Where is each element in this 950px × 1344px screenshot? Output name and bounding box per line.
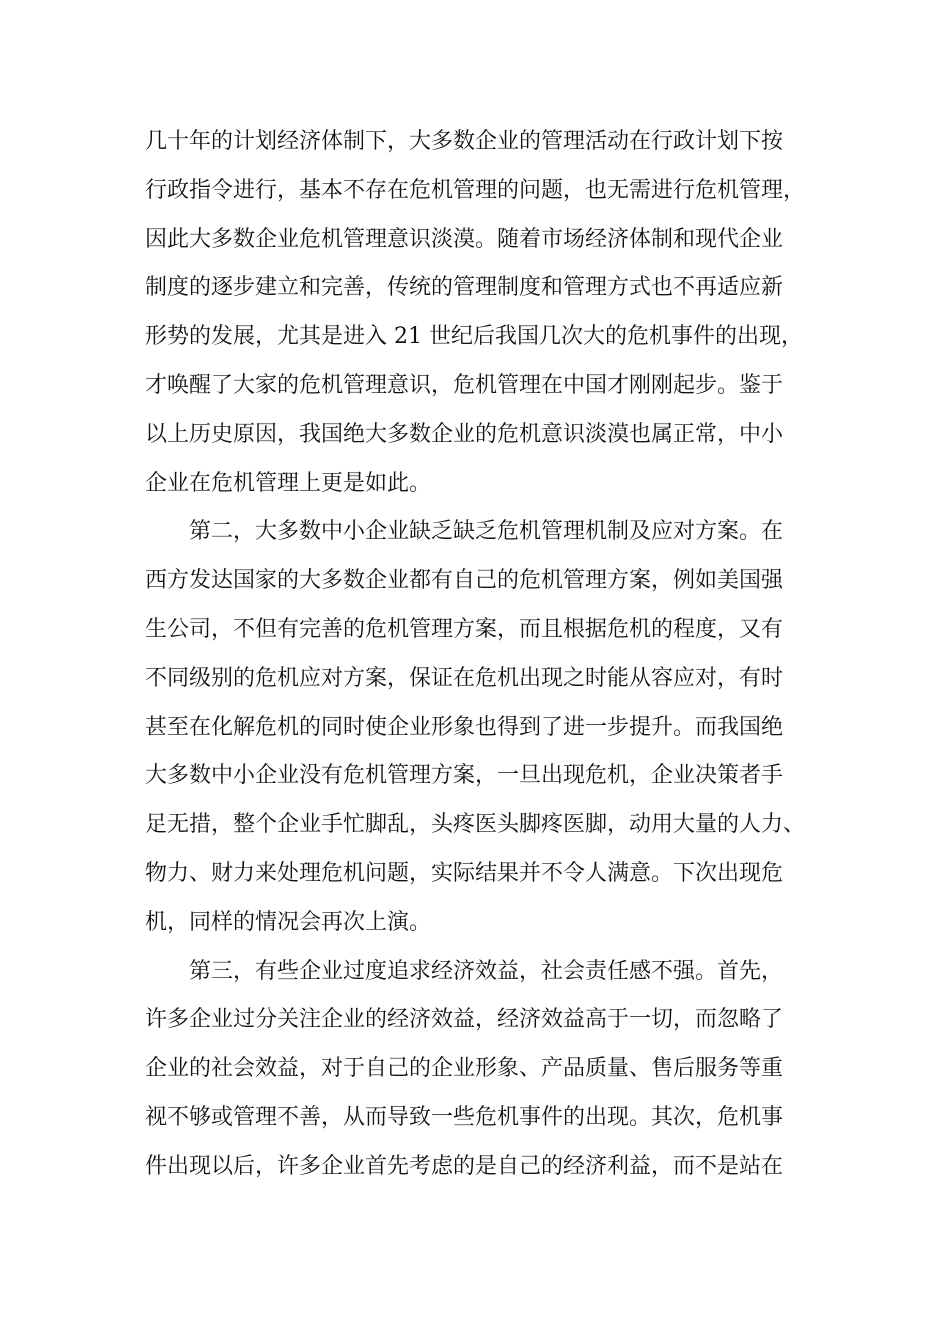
text-line: 许多企业过分关注企业的经济效益，经济效益高于一切，而忽略了 [145,1007,784,1033]
body-text [145,118,825,1192]
text-line: 件出现以后，许多企业首先考虑的是自己的经济利益，而不是站在 [145,1153,784,1179]
text-line: 第三，有些企业过度追求经济效益，社会责任感不强。首先， [189,958,784,984]
text-line: 因此大多数企业危机管理意识淡漠。随着市场经济体制和现代企业 [145,226,784,252]
text-line: 企业的社会效益，对于自己的企业形象、产品质量、售后服务等重 [145,1056,784,1082]
text-line: 行政指令进行，基本不存在危机管理的问题，也无需进行危机管理， [145,177,806,203]
text-line: 大多数中小企业没有危机管理方案，一旦出现危机，企业决策者手 [145,763,784,789]
text-line: 物力、财力来处理危机问题，实际结果并不令人满意。下次出现危 [145,860,784,886]
text-line: 机，同样的情况会再次上演。 [145,909,432,935]
text-line: 甚至在化解危机的同时使企业形象也得到了进一步提升。而我国绝 [145,714,784,740]
text-line: 形势的发展，尤其是进入 21 世纪后我国几次大的危机事件的出现， [145,324,803,350]
text-line: 不同级别的危机应对方案，保证在危机出现之时能从容应对，有时 [145,665,784,691]
text-line: 生公司，不但有完善的危机管理方案，而且根据危机的程度，又有 [145,616,784,642]
text-line: 第二，大多数中小企业缺乏缺乏危机管理机制及应对方案。在 [189,519,784,545]
paragraph-third-point [145,948,825,1192]
text-line: 制度的逐步建立和完善，传统的管理制度和管理方式也不再适应新 [145,275,784,301]
text-line: 以上历史原因，我国绝大多数企业的危机意识淡漠也属正常，中小 [145,421,784,447]
paragraph-historical-background [145,118,825,508]
text-line: 西方发达国家的大多数企业都有自己的危机管理方案，例如美国强 [145,568,784,594]
text-line: 企业在危机管理上更是如此。 [145,470,432,496]
text-line: 视不够或管理不善，从而导致一些危机事件的出现。其次，危机事 [145,1104,784,1130]
text-line: 几十年的计划经济体制下，大多数企业的管理活动在行政计划下按 [145,129,784,154]
paragraph-second-point [145,508,825,947]
text-line: 才唤醒了大家的危机管理意识，危机管理在中国才刚刚起步。鉴于 [145,372,784,398]
text-line: 足无措，整个企业手忙脚乱，头疼医头脚疼医脚，动用大量的人力、 [145,812,806,838]
